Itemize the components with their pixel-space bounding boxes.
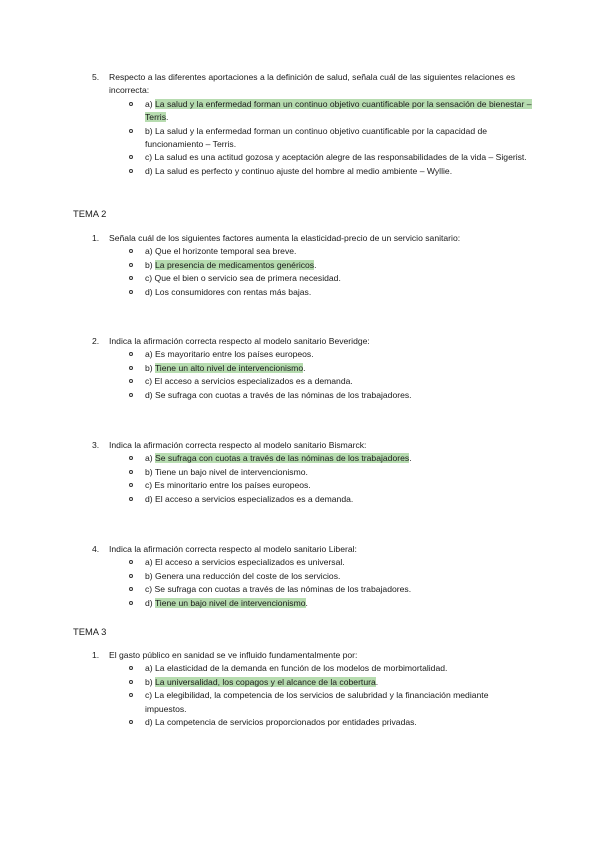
option-a	[92, 98, 532, 125]
bullet-icon	[129, 470, 133, 474]
option-a	[92, 662, 532, 675]
option-a	[92, 348, 532, 361]
bullet-icon	[129, 456, 133, 460]
option-list	[92, 98, 532, 178]
question-stem	[92, 649, 532, 662]
bullet-icon	[129, 587, 133, 591]
option-d	[92, 389, 532, 402]
question-5	[92, 71, 532, 178]
question-number: 5.	[92, 72, 100, 82]
option-text: Los consumidores con rentas más bajas.	[155, 286, 312, 297]
option-letter: c)	[145, 376, 155, 387]
bullet-icon	[129, 393, 133, 397]
bullet-icon	[129, 483, 133, 487]
option-letter: c)	[145, 480, 155, 491]
option-text: Que el horizonte temporal sea breve.	[155, 246, 297, 257]
option-b	[92, 125, 532, 152]
bullet-icon	[129, 249, 133, 253]
question-stem	[92, 439, 532, 452]
option-a	[92, 556, 532, 569]
option-c	[92, 689, 532, 716]
bullet-icon	[129, 601, 133, 605]
question-stem	[92, 543, 532, 556]
question-tema2-3	[92, 439, 532, 506]
option-text: Es minoritario entre los países europeos.	[154, 480, 311, 491]
question-tema2-2	[92, 335, 532, 402]
option-b	[92, 362, 532, 375]
option-d	[92, 597, 532, 610]
bullet-icon	[129, 155, 133, 159]
option-text: La salud y la enfermedad forman un continuo objetivo cuantificable por la capacidad de funcionamiento – Terris.	[145, 125, 488, 150]
option-letter: a)	[145, 246, 156, 257]
option-text: El acceso a servicios especializados es a demanda.	[154, 376, 353, 387]
option-letter: d)	[145, 389, 156, 400]
option-text: El acceso a servicios especializados es universal.	[155, 557, 345, 568]
option-text: Tiene un bajo nivel de intervencionismo.	[154, 466, 308, 477]
bullet-icon	[129, 560, 133, 564]
highlighted-answer: La presencia de medicamentos genéricos	[155, 259, 315, 270]
option-suffix: .	[375, 676, 379, 687]
question-number: 2.	[92, 336, 100, 346]
question-number: 3.	[92, 440, 100, 450]
option-letter: b)	[145, 362, 155, 373]
option-letter: a)	[145, 557, 156, 568]
option-letter: b)	[145, 466, 155, 477]
option-letter: d)	[145, 717, 156, 728]
bullet-icon	[129, 169, 133, 173]
question-text: Indica la afirmación correcta respecto al modelo sanitario Liberal:	[109, 544, 357, 554]
highlighted-answer: La salud y la enfermedad forman un continuo objetivo cuantificable por la sensación de bienestar – Terris	[145, 98, 532, 123]
option-letter: c)	[145, 584, 155, 595]
option-letter: a)	[145, 453, 156, 464]
option-text: La elegibilidad, la competencia de los servicios de salubridad y la financiación mediante impuestos.	[145, 690, 489, 714]
option-text: Genera una reducción del coste de los servicios.	[155, 570, 341, 581]
option-b	[92, 570, 532, 583]
highlighted-answer: La universalidad, los copagos y el alcance de la cobertura	[155, 676, 376, 687]
option-text: Se sufraga con cuotas a través de las nóminas de los trabajadores.	[154, 584, 412, 595]
bullet-icon	[129, 276, 133, 280]
option-suffix: .	[303, 362, 306, 373]
question-number: 4.	[92, 544, 100, 554]
bullet-icon	[129, 263, 133, 267]
highlighted-answer: Tiene un alto nivel de intervencionismo	[154, 362, 304, 373]
question-text: Indica la afirmación correcta respecto al modelo sanitario Bismarck:	[109, 440, 367, 450]
option-suffix: .	[166, 112, 169, 123]
bullet-icon	[129, 379, 133, 383]
option-b	[92, 466, 532, 479]
option-d	[92, 165, 532, 178]
option-suffix: .	[305, 597, 308, 608]
option-letter: c)	[145, 273, 155, 284]
option-text: El acceso a servicios especializados es a demanda.	[155, 493, 354, 504]
bullet-icon	[129, 497, 133, 501]
bullet-icon	[129, 366, 133, 370]
question-stem	[92, 232, 532, 245]
option-letter: d)	[145, 286, 156, 297]
option-list	[92, 452, 532, 506]
option-c	[92, 479, 532, 492]
option-text: Se sufraga con cuotas a través de las nóminas de los trabajadores.	[155, 389, 412, 400]
option-list	[92, 348, 532, 402]
question-text: El gasto público en sanidad se ve influido fundamentalmente por:	[109, 650, 358, 660]
option-letter: c)	[145, 152, 155, 163]
option-text: Que el bien o servicio sea de primera necesidad.	[154, 273, 341, 284]
option-letter: c)	[145, 690, 155, 701]
option-b	[92, 259, 532, 272]
option-letter: d)	[145, 493, 156, 504]
option-b	[92, 676, 532, 689]
question-text: Indica la afirmación correcta respecto al modelo sanitario Beveridge:	[109, 336, 370, 346]
question-tema2-4	[92, 543, 532, 610]
option-c	[92, 151, 532, 164]
question-stem	[92, 335, 532, 348]
option-letter: a)	[145, 98, 156, 109]
option-letter: b)	[145, 125, 156, 136]
question-tema2-1	[92, 232, 532, 299]
question-text: Señala cuál de los siguientes factores aumenta la elasticidad-precio de un servicio sanitario:	[109, 233, 461, 243]
option-letter: d)	[145, 165, 156, 176]
option-c	[92, 375, 532, 388]
option-letter: d)	[145, 597, 155, 608]
bullet-icon	[129, 290, 133, 294]
option-text: Es mayoritario entre los países europeos.	[155, 349, 314, 360]
option-text: La salud es perfecto y continuo ajuste del hombre al medio ambiente – Wyllie.	[155, 165, 453, 176]
bullet-icon	[129, 693, 133, 697]
option-letter: b)	[145, 676, 156, 687]
option-letter: b)	[145, 259, 156, 270]
bullet-icon	[129, 352, 133, 356]
option-c	[92, 583, 532, 596]
bullet-icon	[129, 720, 133, 724]
bullet-icon	[129, 574, 133, 578]
question-number: 1.	[92, 233, 100, 243]
question-stem	[92, 71, 532, 98]
highlighted-answer: Se sufraga con cuotas a través de las nóminas de los trabajadores	[155, 453, 410, 464]
option-d	[92, 716, 532, 729]
question-text: Respecto a las diferentes aportaciones a la definición de salud, señala cuál de las siguientes relaciones es incorrecta:	[109, 72, 516, 96]
highlighted-answer: Tiene un bajo nivel de intervencionismo	[154, 597, 306, 608]
option-text: La competencia de servicios proporcionados por entidades privadas.	[155, 717, 417, 728]
option-list	[92, 662, 532, 729]
option-text: La elasticidad de la demanda en función de los modelos de morbimortalidad.	[155, 663, 448, 674]
section-heading-tema-3: TEMA 3	[73, 626, 107, 637]
question-tema3-1	[92, 649, 532, 729]
bullet-icon	[129, 129, 133, 133]
option-a	[92, 452, 532, 465]
option-suffix: .	[314, 259, 317, 270]
option-text: La salud es una actitud gozosa y aceptación alegre de las responsabilidades de la vida – Sigerist.	[154, 152, 527, 163]
option-list	[92, 556, 532, 610]
bullet-icon	[129, 102, 133, 106]
option-letter: b)	[145, 570, 156, 581]
option-d	[92, 286, 532, 299]
bullet-icon	[129, 680, 133, 684]
option-a	[92, 245, 532, 258]
question-number: 1.	[92, 650, 100, 660]
option-letter: a)	[145, 663, 156, 674]
section-heading-tema-2: TEMA 2	[73, 208, 107, 219]
option-c	[92, 272, 532, 285]
option-letter: a)	[145, 349, 156, 360]
option-d	[92, 493, 532, 506]
option-suffix: .	[409, 453, 412, 464]
bullet-icon	[129, 666, 133, 670]
option-list	[92, 245, 532, 299]
